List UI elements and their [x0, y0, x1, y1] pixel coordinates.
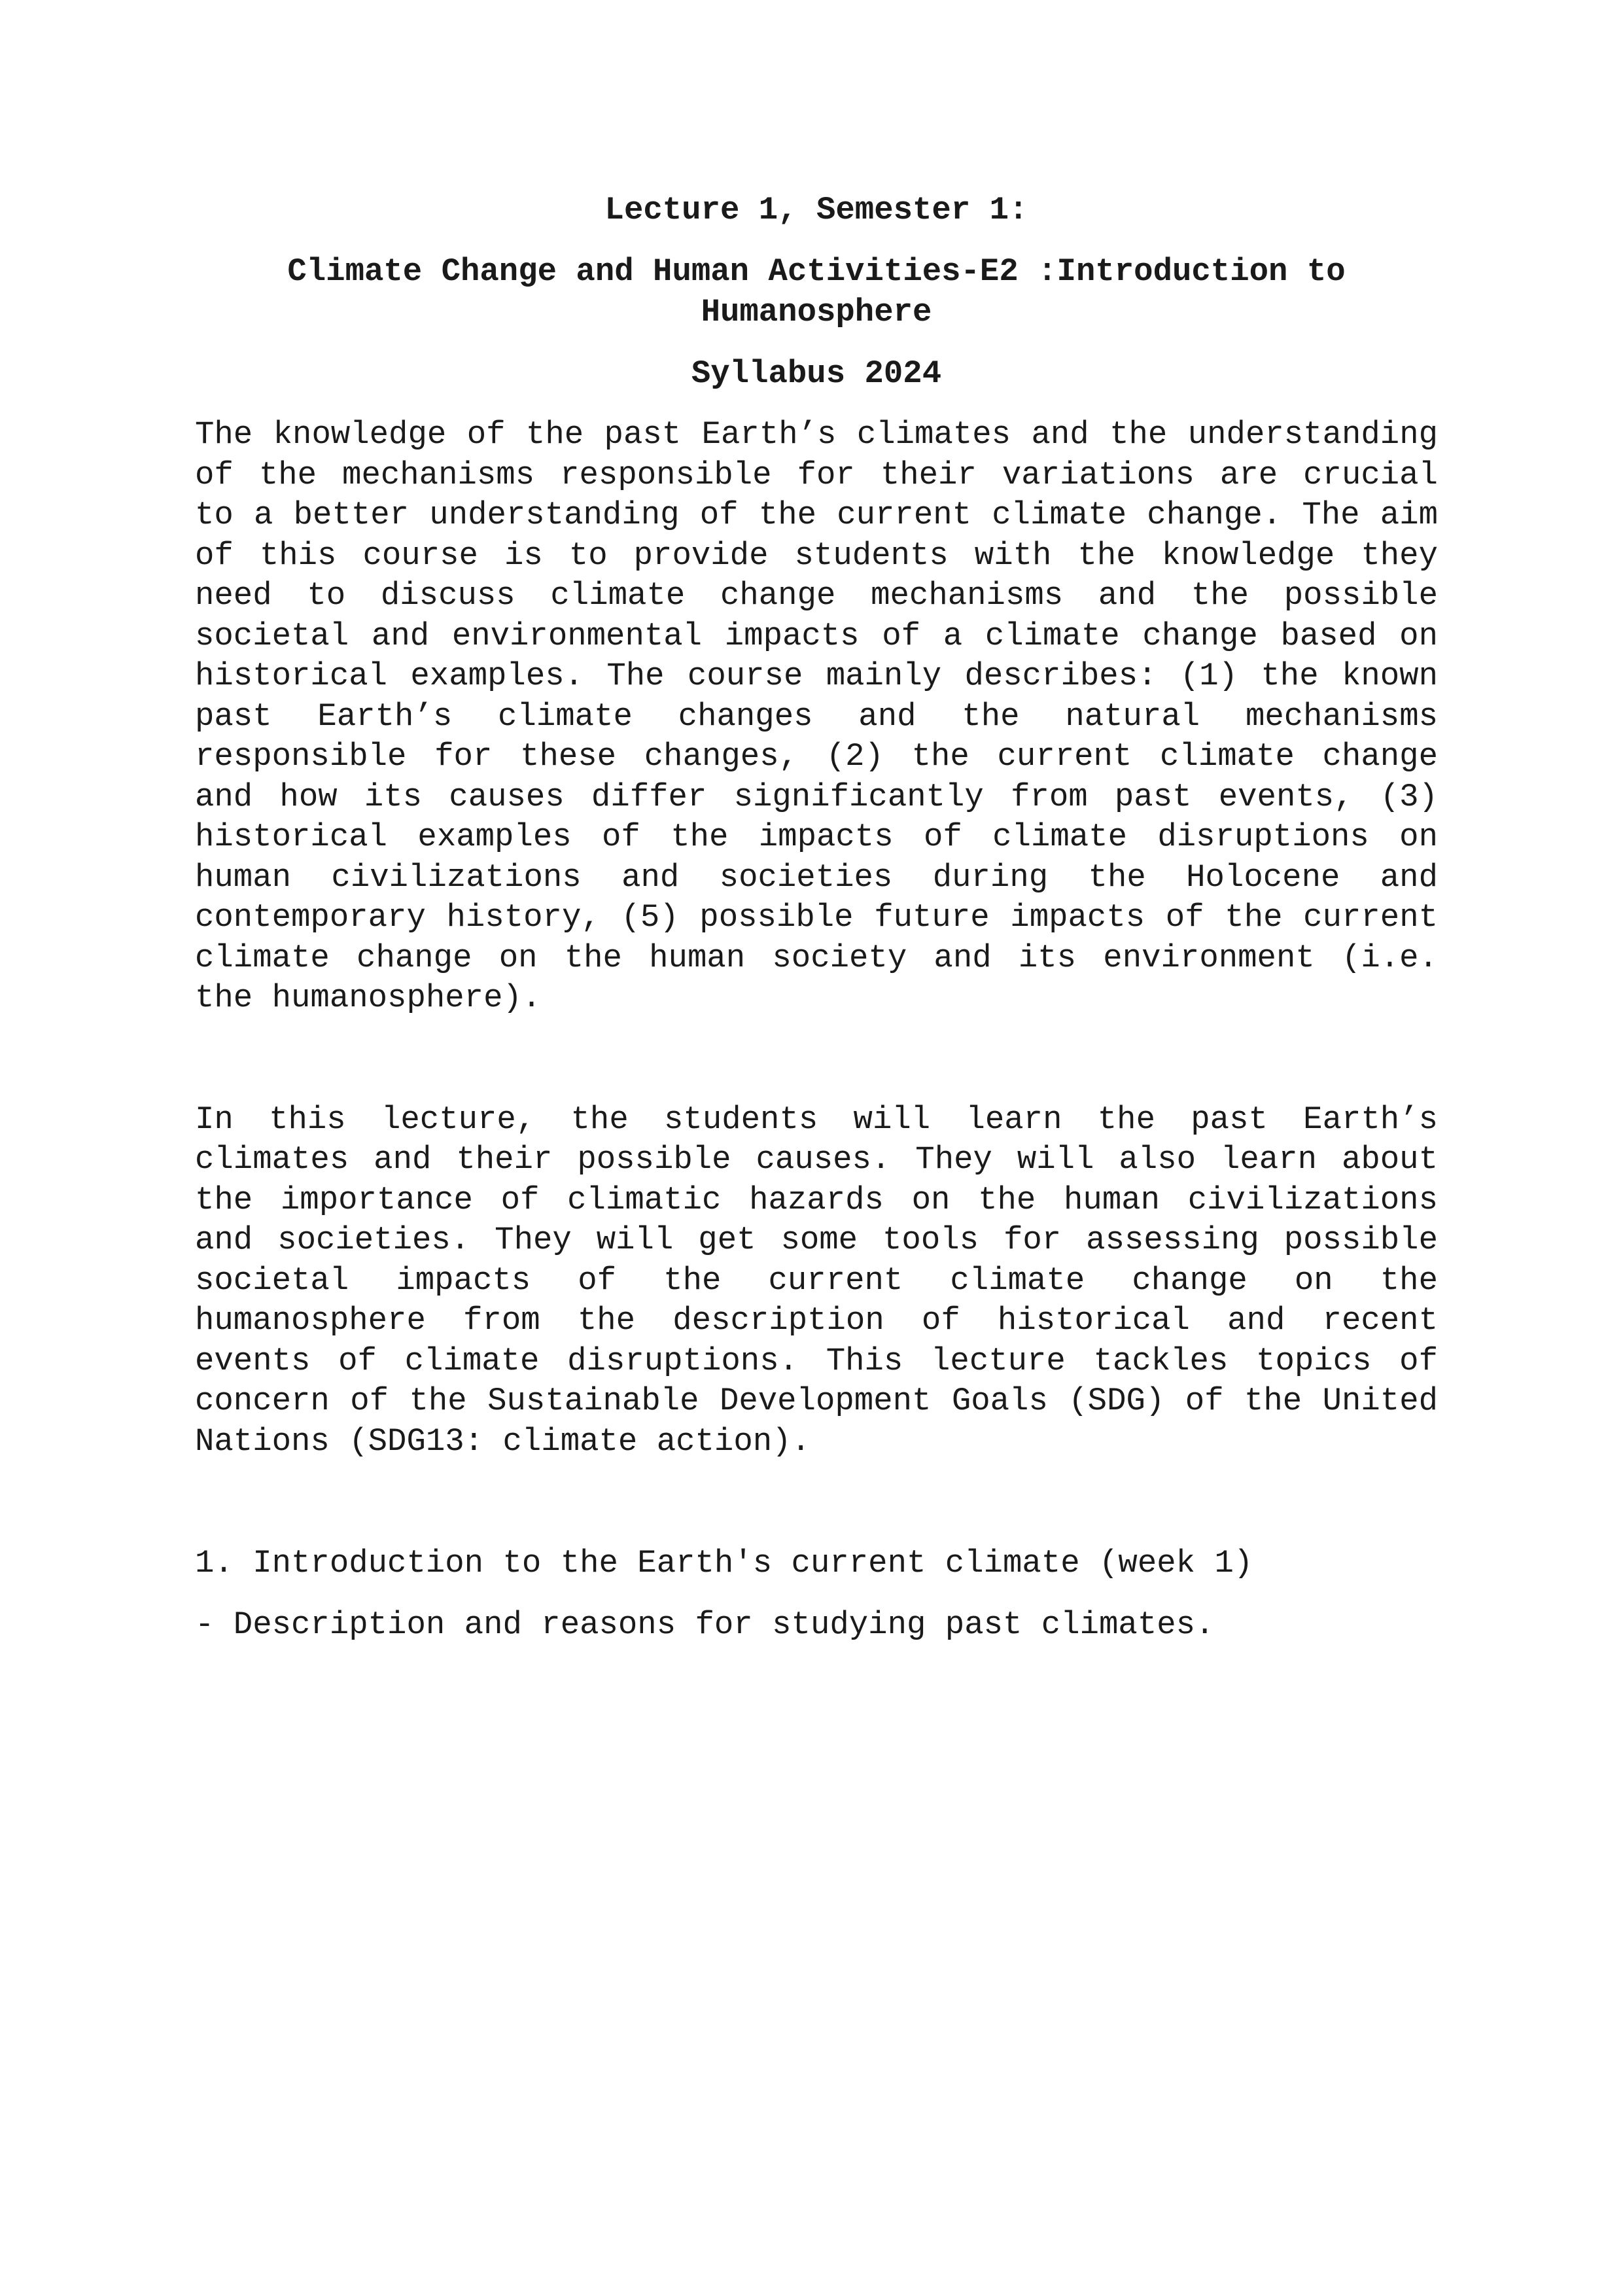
list-item: - Description and reasons for studying past climates.: [195, 1606, 1215, 1643]
lecture-heading: Lecture 1, Semester 1:: [604, 192, 1028, 228]
lecture-objectives-paragraph: In this lecture, the students will learn the past Earth’s climates and their possible causes. They will also learn about the importance of climatic hazards on the human civilizations and societies. They will get some tools for assessing possible societal impacts of the current climate change on the humanosphere from the description of historical and recent events of climate disruptions. This lecture tackles topics of concern of the Sustainable Development Goals (SDG) of the United Nations (SDG13: climate action).: [195, 1101, 1438, 1460]
syllabus-year: Syllabus 2024: [691, 355, 942, 392]
course-title: Climate Change and Human Activities-E2 :Introduction to Humanosphere: [287, 253, 1346, 330]
document-page: [195, 190, 1438, 1645]
list-item: 1. Introduction to the Earth's current climate (week 1): [195, 1545, 1253, 1581]
course-description-paragraph: The knowledge of the past Earth’s climates and the understanding of the mechanisms responsible for their variations are crucial to a better understanding of the current climate change. The aim of this course is to provide students with the knowledge they need to discuss climate change mechanisms and the possible societal and environmental impacts of a climate change based on historical examples. The course mainly describes: (1) the known past Earth’s climate changes and the natural mechanisms responsible for these changes, (2) the current climate change and how its causes differ significantly from past events, (3) historical examples of the impacts of climate disruptions on human civilizations and societies during the Holocene and contemporary history, (5) possible future impacts of the current climate change on the human society and its environment (i.e. the humanosphere).: [195, 416, 1438, 1016]
